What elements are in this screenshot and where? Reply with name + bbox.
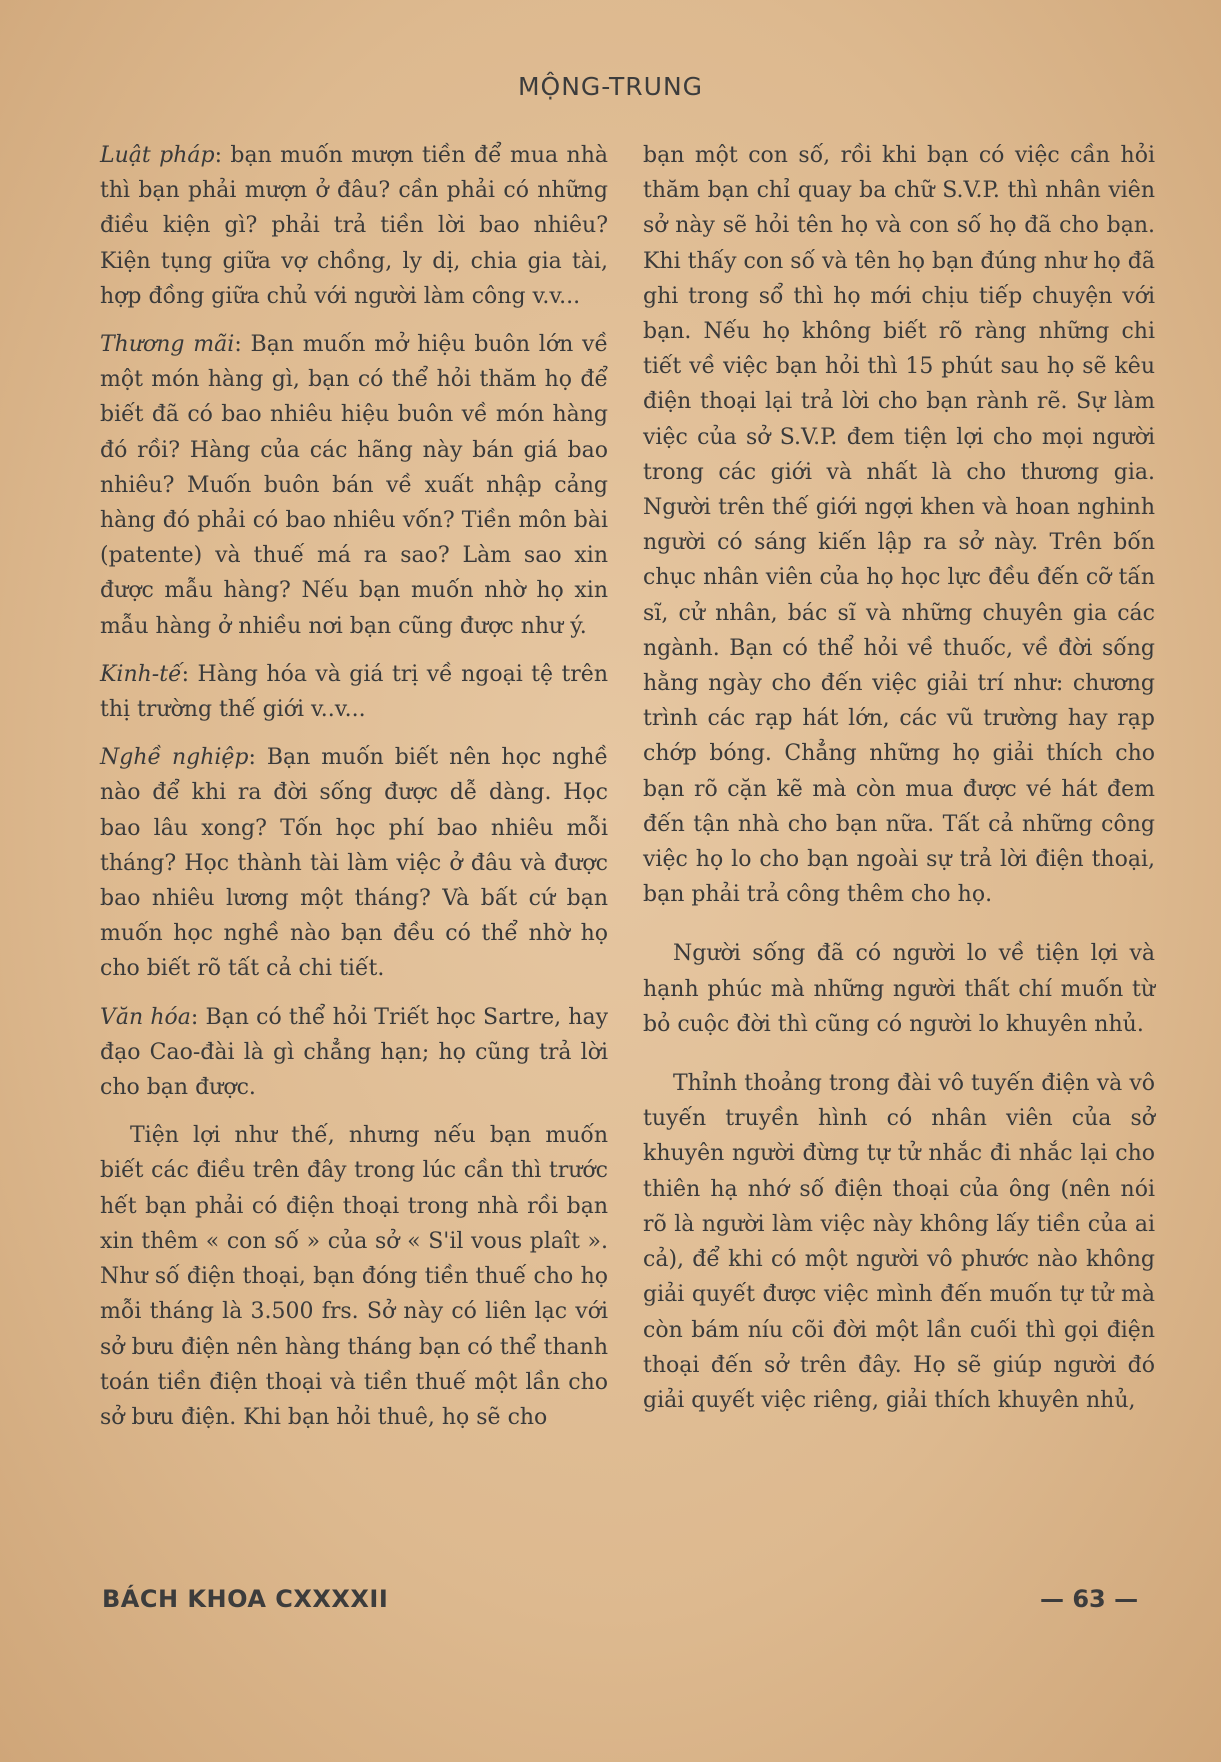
paragraph-nguoi-song: Người sống đã có người lo về tiện lợi và hạnh phúc mà những người thất chí muốn từ bỏ cuộc đời thì cũng có người lo khuyên nhủ. (643, 941, 1155, 1037)
page-header: MỘNG-TRUNG (517, 72, 704, 101)
paragraph-thinh-thoang: Thỉnh thoảng trong đài vô tuyến điện và vô tuyến truyền hình có nhân viên của sở khuyên người đừng tự tử nhắc đi nhắc lại cho thiên hạ nhớ số điện thoại của ông (nên nói rõ là người làm việc này không lấy tiền của ai cả), để khi có một người vô phước nào không giải quyết được việc mình đến muốn tự tử mà còn bám níu cõi đời một lần cuối thì gọi điện thoại đến sở trên đây. Họ sẽ giúp người đó giải quyết việc riêng, giải thích khuyên nhủ, (643, 1071, 1155, 1413)
term-luat-phap: Luật pháp (100, 143, 215, 168)
magazine-issue: BÁCH KHOA CXXXXII (102, 1585, 389, 1613)
page-number: — 63 — (1040, 1585, 1139, 1613)
left-column (100, 138, 608, 1448)
paragraph-kinh-te: Kinh-tế: Hàng hóa và giá trị về ngoại tệ trên thị trường thế giới v..v... (100, 661, 608, 723)
term-nghe-nghiep: Nghề nghiệp (100, 745, 249, 771)
paragraph-tien-loi: Tiện lợi như thế, nhưng nếu bạn muốn biết các điều trên đây trong lúc cần thì trước hết bạn phải có điện thoại trong nhà rồi bạn xin thêm « con số » của sở « S'il vous plaît ». Như số điện thoại, bạn đóng tiền thuế cho họ mỗi tháng là 3.500 frs. Sở này có liên lạc với sở bưu điện nên hàng tháng bạn có thể thanh toán tiền điện thoại và tiền thuế một lần cho sở bưu điện. Khi bạn hỏi thuê, họ sẽ cho (100, 1123, 608, 1430)
paragraph-van-hoa: Văn hóa: Bạn có thể hỏi Triết học Sartre, hay đạo Cao-đài là gì chẳng hạn; họ cũng trả lời cho bạn được. (100, 1004, 609, 1101)
term-kinh-te: Kinh-tế (100, 661, 182, 687)
paragraph-svp: bạn một con số, rồi khi bạn có việc cần hỏi thăm bạn chỉ quay ba chữ S.V.P. thì nhân viên sở này sẽ hỏi tên họ và con số họ đã cho bạn. Khi thấy con số và tên họ bạn đúng như họ đã ghi trong sổ thì họ mới chịu tiếp chuyện với bạn. Nếu họ không biết rõ ràng những chi tiết về việc bạn hỏi thì 15 phút sau họ sẽ kêu điện thoại lại trả lời cho bạn rành rẽ. Sự làm việc của sở S.V.P. đem tiện lợi cho mọi người trong các giới và nhất là cho thương gia. Người trên thế giới ngợi khen và hoan nghinh người có sáng kiến lập ra sở này. Trên bốn chục nhân viên của họ học lực đều đến cỡ tấn sĩ, cử nhân, bác sĩ và những chuyên gia các ngành. Bạn có thể hỏi về thuốc, về đời sống hằng ngày cho đến việc giải trí như: chương trình các rạp hát lớn, các vũ trường hay rạp chớp bóng. Chẳng những họ giải thích cho bạn rõ cặn kẽ mà còn mua được vé hát đem đến tận nhà cho bạn nữa. Tất cả những công việc họ lo cho bạn ngoài sự trả lời điện thoại, bạn phải trả công thêm cho họ. (643, 143, 1155, 908)
paragraph-thuong-mai: Thương mãi: Bạn muốn mở hiệu buôn lớn về một món hàng gì, bạn có thể hỏi thăm họ để biết đã có bao nhiêu hiệu buôn về món hàng đó rồi? Hàng của các hãng này bán giá bao nhiêu? Muốn buôn bán về xuất nhập cảng hàng đó phải có bao nhiêu vốn? Tiền môn bài (patente) và thuế má ra sao? Làm sao xin được mẫu hàng? Nếu bạn muốn nhờ họ xin mẫu hàng ở nhiều nơi bạn cũng được như ý. (100, 332, 609, 639)
right-column (643, 138, 1155, 1431)
term-thuong-mai: Thương mãi (100, 332, 235, 358)
term-van-hoa: Văn hóa (100, 1004, 191, 1030)
paragraph-luat-phap: Luật pháp: bạn muốn mượn tiền để mua nhà thì bạn phải mượn ở đâu? cần phải có những điều kiện gì? phải trả tiền lời bao nhiêu? Kiện tụng giữa vợ chồng, ly dị, chia gia tài, hợp đồng giữa chủ với người làm công v.v... (100, 143, 608, 309)
paragraph-nghe-nghiep: Nghề nghiệp: Bạn muốn biết nên học nghề nào để khi ra đời sống được dễ dàng. Học bao lâu xong? Tốn học phí bao nhiêu mỗi tháng? Học thành tài làm việc ở đâu và được bao nhiêu lương một tháng? Và bất cứ bạn muốn học nghề nào bạn đều có thể nhờ họ cho biết rõ tất cả chi tiết. (100, 745, 609, 982)
